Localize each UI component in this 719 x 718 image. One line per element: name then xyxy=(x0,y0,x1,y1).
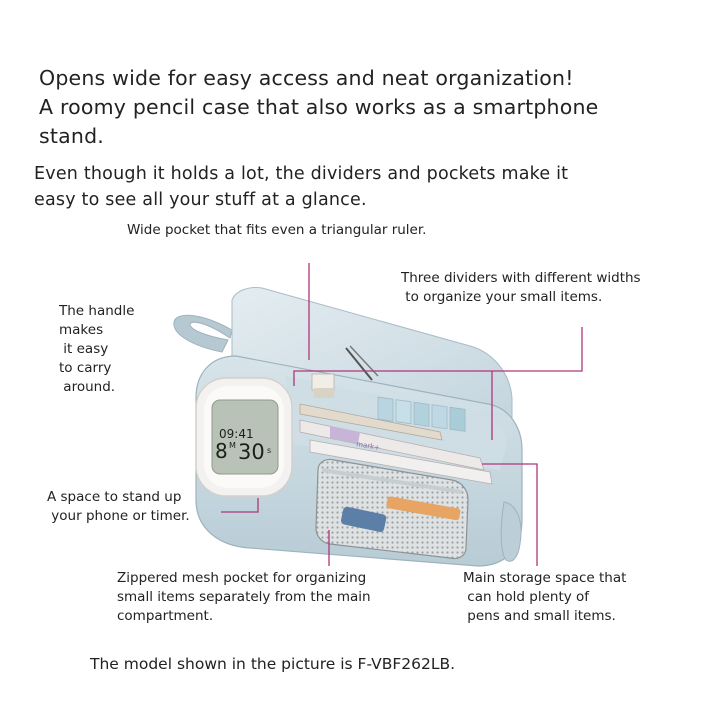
handle-loop xyxy=(174,315,232,352)
timer-digit-8: 8 xyxy=(215,439,228,463)
callout-wide-pocket: Wide pocket that fits even a triangular ruler. xyxy=(127,222,427,238)
timer-letter-s: s xyxy=(267,446,272,455)
callout-handle-line-4: to carry xyxy=(59,360,112,376)
divider-tab-5 xyxy=(450,407,465,431)
divider-tab-3 xyxy=(414,402,429,426)
timer-digits-30: 30 xyxy=(238,440,265,464)
subheadline-line-2: easy to see all your stuff at a glance. xyxy=(34,190,367,210)
eraser-sleeve xyxy=(314,388,334,398)
callout-stand-line-2: your phone or timer. xyxy=(47,508,190,524)
callout-main-storage-line-2: can hold plenty of xyxy=(463,589,590,605)
callout-dividers-line-1: Three dividers with different widths xyxy=(401,270,641,286)
callout-main-storage-line-1: Main storage space that xyxy=(463,570,627,586)
divider-tab-4 xyxy=(432,405,447,429)
callout-mesh-pocket-line-2: small items separately from the main xyxy=(117,589,371,605)
headline-line-2: A roomy pencil case that also works as a smartphone xyxy=(39,95,599,119)
callout-mesh-pocket-line-1: Zippered mesh pocket for organizing xyxy=(117,570,367,586)
subheadline-line-1: Even though it holds a lot, the dividers and pockets make it xyxy=(34,164,569,184)
callout-main-storage-line-3: pens and small items. xyxy=(463,608,616,624)
callout-handle-line-1: The handle xyxy=(59,303,135,319)
divider-tab-1 xyxy=(378,397,393,421)
eraser xyxy=(312,374,334,390)
pen-label: mark+ xyxy=(355,440,381,453)
callout-stand-line-1: A space to stand up xyxy=(47,489,182,505)
model-note: The model shown in the picture is F-VBF262LB. xyxy=(90,655,456,673)
callout-handle-line-2: makes xyxy=(59,322,104,338)
callout-dividers-line-2: to organize your small items. xyxy=(401,289,603,305)
callout-mesh-pocket-line-3: compartment. xyxy=(117,608,214,624)
headline-line-1: Opens wide for easy access and neat organization! xyxy=(39,66,574,90)
headline-line-3: stand. xyxy=(39,124,105,148)
callout-handle-line-5: around. xyxy=(59,379,116,395)
timer-time-top: 09:41 xyxy=(219,427,254,441)
timer-letter-m: M xyxy=(229,441,236,450)
callout-handle-line-3: it easy xyxy=(59,341,109,357)
divider-tab-2 xyxy=(396,400,411,424)
